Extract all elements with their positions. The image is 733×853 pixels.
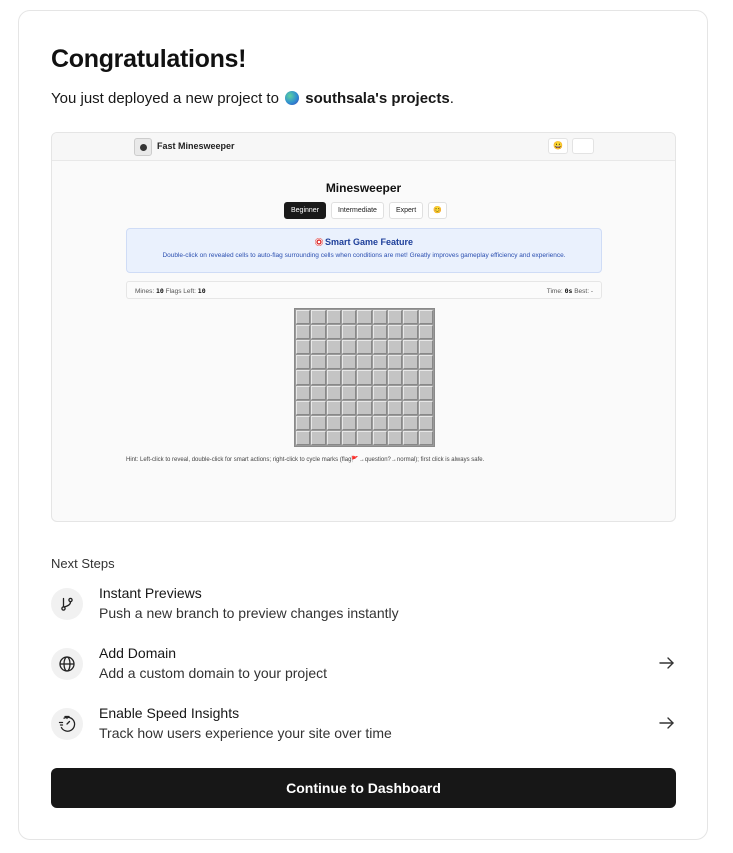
arrow-right-icon[interactable] xyxy=(658,714,676,732)
preview-grid-cell xyxy=(357,355,371,369)
preview-grid-cell xyxy=(419,355,433,369)
step-label: Add Domain xyxy=(99,645,177,661)
page-title: Congratulations! xyxy=(51,45,247,73)
preview-grid-cell xyxy=(342,431,356,445)
preview-grid-cell xyxy=(357,416,371,430)
preview-grid-cell xyxy=(357,370,371,384)
preview-grid-cell xyxy=(296,325,310,339)
preview-grid-cell xyxy=(342,370,356,384)
preview-grid-cell xyxy=(388,431,402,445)
preview-grid-cell xyxy=(327,386,341,400)
preview-grid-cell xyxy=(311,386,325,400)
preview-grid-cell xyxy=(403,310,417,324)
preview-grid-cell xyxy=(373,401,387,415)
preview-grid-cell xyxy=(311,355,325,369)
preview-hint-text: Hint: Left-click to reveal, double-click for smart actions; right-click to cycle marks (flag🚩→question?→normal); first click is always safe. xyxy=(126,457,485,463)
deploy-message xyxy=(51,90,454,107)
preview-game-title: Minesweeper xyxy=(325,181,402,195)
preview-grid-cell xyxy=(388,370,402,384)
preview-grid-cell xyxy=(342,310,356,324)
step-speed-insights[interactable] xyxy=(51,705,676,745)
preview-grid-cell xyxy=(403,355,417,369)
preview-grid-cell xyxy=(373,355,387,369)
preview-grid-cell xyxy=(311,416,325,430)
preview-grid-cell xyxy=(388,416,402,430)
step-label: Enable Speed Insights xyxy=(99,705,240,721)
preview-face-button: 😊 xyxy=(428,202,447,219)
preview-time-stats: Time: 0s Best: - xyxy=(546,287,593,295)
preview-app-name: Fast Minesweeper xyxy=(157,141,235,151)
step-description: Track how users experience your site over time xyxy=(99,725,392,741)
preview-grid-cell xyxy=(296,431,310,445)
preview-grid-cell xyxy=(327,325,341,339)
git-branch-icon xyxy=(51,588,83,620)
preview-grid-cell xyxy=(388,325,402,339)
mine-logo-icon xyxy=(134,138,152,156)
preview-grid-cell xyxy=(357,431,371,445)
preview-theme-button: 😀 xyxy=(548,138,568,154)
preview-grid-cell xyxy=(419,370,433,384)
step-label: Instant Previews xyxy=(99,585,202,601)
preview-grid-cell xyxy=(296,355,310,369)
deployment-preview[interactable] xyxy=(51,132,676,522)
step-instant-previews[interactable] xyxy=(51,585,676,625)
preview-minefield-grid xyxy=(294,308,435,447)
preview-grid-cell xyxy=(403,325,417,339)
preview-grid-cell xyxy=(373,310,387,324)
preview-grid-cell xyxy=(342,416,356,430)
preview-grid-cell xyxy=(327,401,341,415)
preview-grid-cell xyxy=(357,401,371,415)
preview-grid-cell xyxy=(403,386,417,400)
preview-grid-cell xyxy=(342,401,356,415)
preview-grid-cell xyxy=(296,370,310,384)
preview-grid-cell xyxy=(327,355,341,369)
preview-grid-cell xyxy=(419,340,433,354)
preview-grid-cell xyxy=(403,401,417,415)
preview-grid-cell xyxy=(419,416,433,430)
preview-app-header xyxy=(52,133,675,161)
preview-grid-cell xyxy=(403,431,417,445)
step-add-domain[interactable] xyxy=(51,645,676,685)
preview-grid-cell xyxy=(388,386,402,400)
preview-grid-cell xyxy=(388,355,402,369)
deploy-message-prefix: You just deployed a new project to xyxy=(51,90,279,107)
preview-grid-cell xyxy=(296,416,310,430)
next-steps-heading: Next Steps xyxy=(51,556,115,571)
preview-grid-cell xyxy=(311,325,325,339)
step-description: Push a new branch to preview changes instantly xyxy=(99,605,399,621)
preview-grid-cell xyxy=(327,340,341,354)
preview-grid-cell xyxy=(296,401,310,415)
preview-grid-cell xyxy=(388,310,402,324)
preview-grid-cell xyxy=(327,370,341,384)
preview-feature-title: Smart Game Feature xyxy=(127,237,601,247)
preview-grid-cell xyxy=(388,401,402,415)
preview-grid-cell xyxy=(388,340,402,354)
preview-grid-cell xyxy=(296,340,310,354)
preview-grid-cell xyxy=(357,340,371,354)
preview-grid-cell xyxy=(403,340,417,354)
preview-feature-description: Double-click on revealed cells to auto-flag surrounding cells when conditions are met! Greatly improves gameplay efficiency and experience. xyxy=(162,252,566,259)
globe-icon xyxy=(51,648,83,680)
preview-grid-cell xyxy=(373,386,387,400)
preview-grid-cell xyxy=(311,340,325,354)
preview-grid-cell xyxy=(419,310,433,324)
deploy-success-card xyxy=(18,10,708,840)
preview-grid-cell xyxy=(296,386,310,400)
preview-grid-cell xyxy=(403,370,417,384)
preview-grid-cell xyxy=(296,310,310,324)
arrow-right-icon[interactable] xyxy=(658,654,676,672)
preview-grid-cell xyxy=(373,340,387,354)
preview-grid-cell xyxy=(373,431,387,445)
preview-header-button xyxy=(572,138,594,154)
preview-stats-bar xyxy=(126,281,602,299)
preview-grid-cell xyxy=(419,386,433,400)
preview-level-intermediate: Intermediate xyxy=(331,202,384,219)
continue-to-dashboard-button[interactable]: Continue to Dashboard xyxy=(51,768,676,808)
preview-grid-cell xyxy=(403,416,417,430)
preview-grid-cell xyxy=(311,401,325,415)
preview-feature-banner xyxy=(126,228,602,273)
preview-grid-cell xyxy=(342,325,356,339)
preview-grid-cell xyxy=(419,431,433,445)
preview-grid-cell xyxy=(419,401,433,415)
preview-level-expert: Expert xyxy=(389,202,423,219)
preview-grid-cell xyxy=(311,310,325,324)
speed-timer-icon xyxy=(51,708,83,740)
preview-level-beginner: Beginner xyxy=(284,202,326,219)
preview-grid-cell xyxy=(373,325,387,339)
preview-level-selector xyxy=(284,202,447,219)
step-description: Add a custom domain to your project xyxy=(99,665,328,681)
preview-grid-cell xyxy=(327,416,341,430)
preview-grid-cell xyxy=(357,310,371,324)
preview-grid-cell xyxy=(311,370,325,384)
team-avatar-icon xyxy=(285,91,299,105)
preview-grid-cell xyxy=(373,416,387,430)
deploy-message-suffix: . xyxy=(449,90,454,107)
preview-grid-cell xyxy=(419,325,433,339)
preview-grid-cell xyxy=(327,310,341,324)
preview-grid-cell xyxy=(342,340,356,354)
preview-grid-cell xyxy=(357,325,371,339)
team-name[interactable]: southsala's projects xyxy=(305,90,450,107)
preview-grid-cell xyxy=(373,370,387,384)
preview-grid-cell xyxy=(342,355,356,369)
preview-grid-cell xyxy=(327,431,341,445)
preview-grid-cell xyxy=(342,386,356,400)
preview-grid-cell xyxy=(357,386,371,400)
target-icon xyxy=(315,238,323,246)
preview-grid-cell xyxy=(311,431,325,445)
preview-mine-stats: Mines: 10 Flags Left: 10 xyxy=(135,287,206,295)
